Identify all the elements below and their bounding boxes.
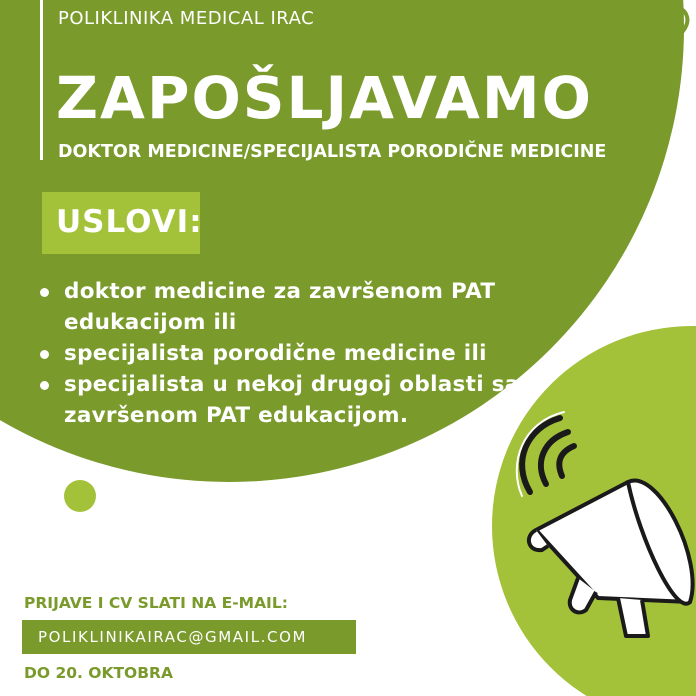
conditions-list [36, 276, 636, 431]
vertical-divider [40, 0, 43, 160]
apply-label: PRIJAVE I CV SLATI NA E-MAIL: [24, 594, 288, 612]
deadline: DO 20. OKTOBRA [24, 664, 173, 682]
condition-item [36, 338, 636, 369]
condition-item [36, 276, 636, 338]
headline: ZAPOŠLJAVAMO [56, 64, 593, 132]
position-title: DOKTOR MEDICINE/SPECIJALISTA PORODIČNE MEDICINE [58, 142, 607, 162]
decorative-dot [64, 480, 96, 512]
condition-text: specijalista u nekoj drugoj oblasti sa završenom PAT edukacijom. [64, 372, 520, 428]
conditions-label: USLOVI: [56, 204, 203, 240]
bullet-icon [40, 288, 49, 297]
bullet-icon [40, 350, 49, 359]
clinic-name: POLIKLINIKA MEDICAL IRAC [58, 8, 315, 29]
email-address: POLIKLINIKAIRAC@GMAIL.COM [38, 628, 308, 646]
condition-text: specijalista porodične medicine ili [64, 341, 487, 366]
bullet-icon [40, 381, 49, 390]
condition-text: doktor medicine za završenom PAT edukacijom ili [64, 279, 496, 335]
megaphone-icon [508, 410, 696, 650]
heart-person-logo-icon [646, 4, 690, 70]
